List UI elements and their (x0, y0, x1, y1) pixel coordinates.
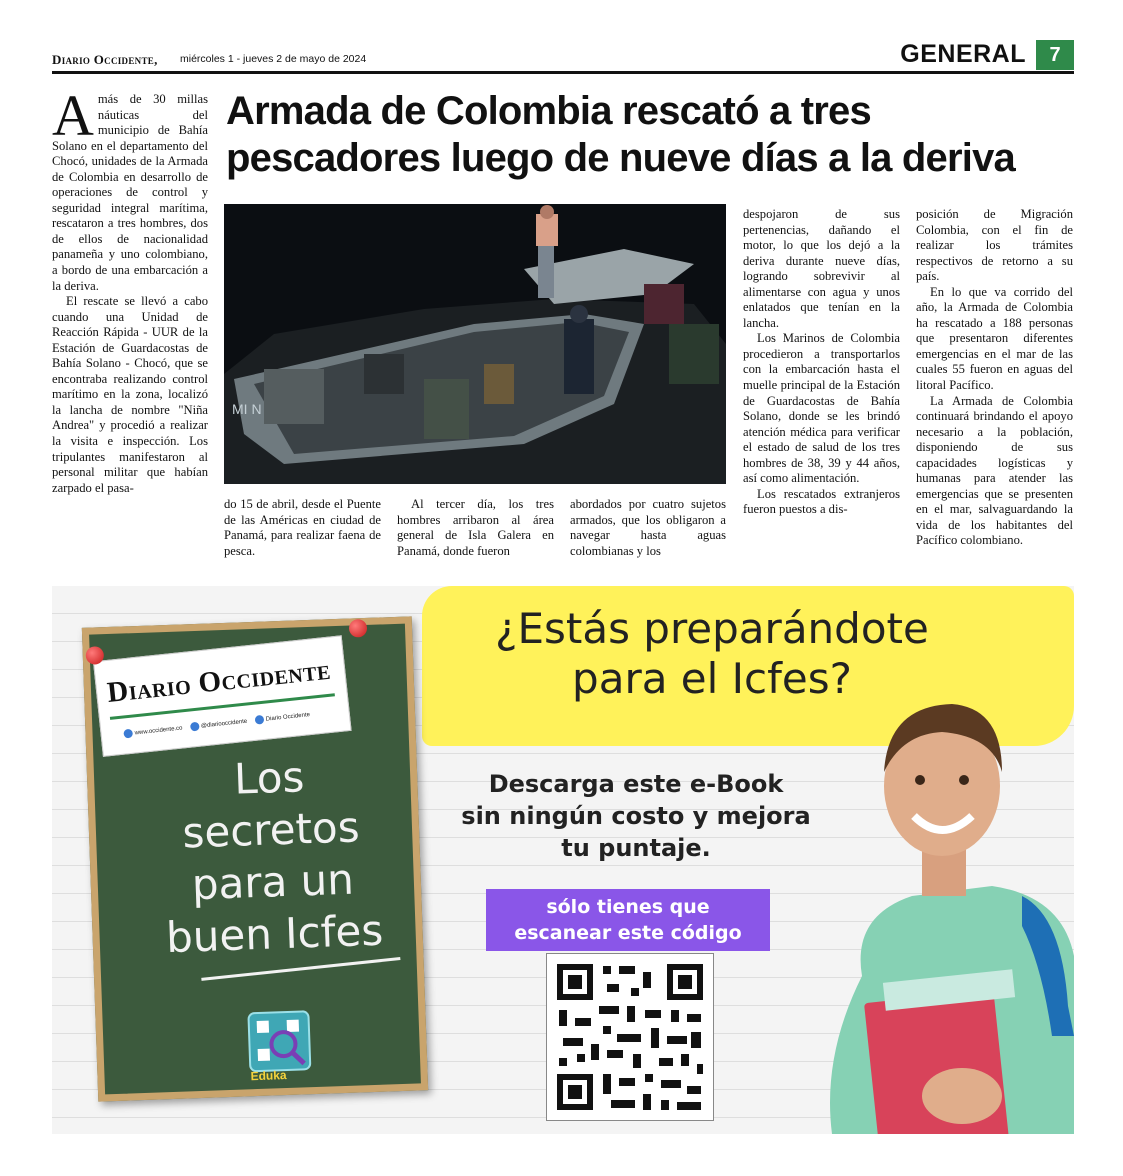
article-column-2 (224, 497, 381, 559)
ad-subtitle: Descarga este e-Book sin ningún costo y mejora tu puntaje. (461, 770, 811, 862)
globe-icon (123, 729, 133, 739)
paragraph: do 15 de abril, desde el Puente de las Américas en ciudad de Panamá, para realizar faena de pesca. (224, 497, 381, 558)
board-line: secretos (181, 802, 361, 858)
page-number: 7 (1036, 40, 1074, 70)
article-column-3 (397, 497, 554, 559)
section-title: GENERAL (900, 40, 1026, 68)
article-headline: Armada de Colombia rescató a tres pescadores luego de nueve días a la deriva (226, 89, 1015, 180)
boat-illustration (224, 204, 726, 484)
facebook-icon (254, 715, 264, 725)
lead-paragraph: Amás de 30 millas náuticas del municipio de Bahía Solano en el departamento del Chocó, unidades de la Armada de Colombia en desarrollo de operaciones de control y seguridad integral marítima, rescataron a tres hombres, dos de ellos de nacionalidad panameña y uno colombiano, a bordo de una embarcación a la deriva. (52, 83, 208, 293)
paragraph: El rescate se llevó a cabo cuando una Unidad de Reacción Rápida - UUR de la Estación de Guardacostas de Bahía Solano - Chocó, que se encontraba realizando control marítimo en la zona, localizó la lancha de nombre "Niña Andrea" y procedió a realizar la visita e inspección. Los tripulantes manifestaron al personal militar que habían zarpado el pasa- (52, 294, 208, 495)
drop-cap: A (52, 83, 94, 148)
rescue-photo (224, 204, 726, 484)
paragraph: despojaron de sus pertenencias, dañando el motor, lo que los dejó a la deriva durante nueve días, logrando sobrevivir al alimentarse con agua y unos enlatados que tenían en la lancha. (743, 207, 900, 330)
article-column-1 (52, 83, 208, 496)
article-column-6 (916, 207, 1073, 549)
ad-question: ¿Estás preparándote para el Icfes? (495, 604, 929, 703)
boat-lettering: MI N (232, 401, 262, 417)
qr-code-icon (547, 954, 713, 1120)
paragraph: posición de Migración Colombia, con el fin de realizar los trámites respectivos de retorno a su país. (916, 207, 1073, 284)
icfes-ebook-ad[interactable] (52, 586, 1074, 1134)
chalkboard-text (133, 748, 410, 965)
paragraph: La Armada de Colombia continuará brindando el apoyo necesario a la población, disponiendo de sus capacidades logísticas y humanas para atender las emergencias que se presenten en el mar, salvaguardando la vida de los habitantes del Pacífico colombiano. (916, 393, 1073, 548)
diario-occidente-logo (93, 635, 352, 757)
board-line: buen Icfes (165, 905, 384, 963)
scan-code-banner: sólo tienes que escanear este código (486, 889, 770, 951)
twitter-icon (190, 722, 200, 732)
qr-code[interactable] (546, 953, 714, 1121)
paragraph: Los rescatados extranjeros fueron puestos a dis- (743, 486, 900, 517)
paragraph: abordados por cuatro sujetos armados, que los obligaron a navegar hasta aguas colombianas y los (570, 497, 726, 558)
eduka-name: Eduka (250, 1068, 287, 1084)
masthead (52, 40, 1074, 74)
article-column-5 (743, 207, 900, 518)
newspaper-name: Diario Occidente, (52, 52, 158, 67)
issue-date: miércoles 1 - jueves 2 de mayo de 2024 (180, 53, 367, 65)
red-pin-right (349, 619, 368, 638)
social-links: www.occidente.co @diariooccidente Diario Occidente (117, 710, 310, 739)
logo-text: Diario Occidente (105, 653, 333, 709)
paragraph: En lo que va corrido del año, la Armada de Colombia ha rescatado a 188 personas que presentaron diferentes emergencias en el mar de las cuales 55 fueron en aguas del litoral Pacífico. (916, 284, 1073, 393)
board-line: para un (191, 854, 355, 910)
board-line: Los (233, 752, 306, 804)
paragraph: Al tercer día, los tres hombres arribaron al área general de Isla Galera en Panamá, donde fueron (397, 497, 554, 558)
chalkboard (82, 616, 428, 1101)
paragraph: Los Marinos de Colombia procedieron a transportarlos con la embarcación hasta el muelle principal de la Estación de Guardacostas de Bahía Solano, donde se les brindó atención médica para verificar el estado de salud de los tres hombres de 38, 39 y 44 años, así como alimentación. (743, 331, 900, 486)
article-column-4 (570, 497, 726, 559)
student-illustration (792, 676, 1074, 1134)
